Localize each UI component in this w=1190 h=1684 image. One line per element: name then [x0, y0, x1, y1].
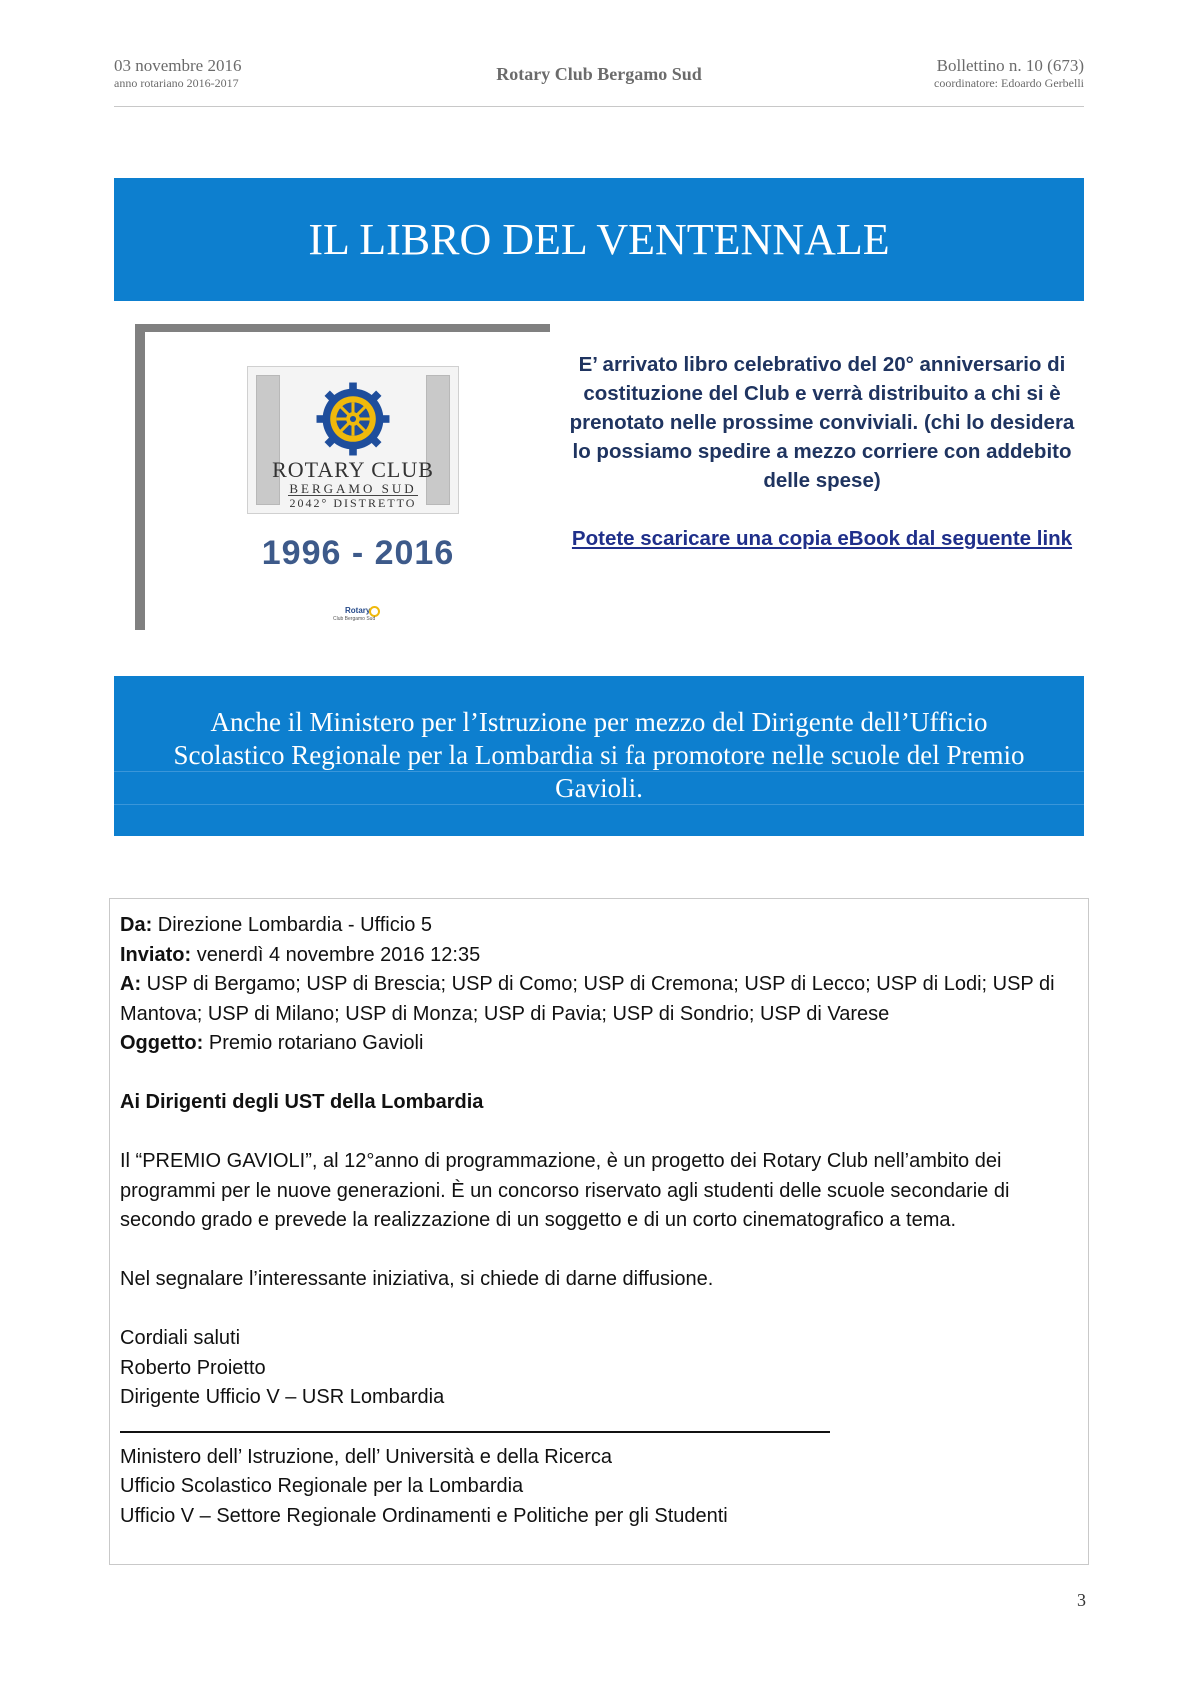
frame-side-bar: [135, 324, 145, 630]
email-sent-row: [120, 941, 1070, 971]
book-announcement: [560, 350, 1084, 553]
mini-logo-sub: Club Bergamo Sud: [333, 616, 376, 622]
page-header: [114, 54, 1084, 107]
page-number: 3: [1077, 1590, 1086, 1610]
header-bulletin: Bollettino n. 10 (673): [936, 56, 1084, 75]
announcement-text: E’ arrivato libro celebrativo del 20° anniversario di costituzione del Club e verrà distribuito a chi si è prenotato nelle prossime conviviali. (chi lo desidera lo possiamo spedire a mezzo corriere con addebito delle spese): [569, 353, 1075, 492]
mini-rotary-logo: [327, 604, 397, 628]
email-subject-label: Oggetto:: [120, 1032, 204, 1054]
email-closing: Cordiali saluti: [120, 1327, 241, 1349]
years-label: 1996 - 2016: [261, 534, 455, 572]
email-content: [120, 911, 1070, 1531]
logo-text-rotary-club: ROTARY CLUB: [272, 457, 434, 482]
email-body-1: Il “PREMIO GAVIOLI”, al 12°anno di programmazione, è un progetto dei Rotary Club nell’ambito dei programmi per le nuove generazioni. È un concorso riservato agli studenti delle scuole secondarie di secondo grado e prevede la realizzazione di un soggetto e di un corto cinematografico a tema.: [120, 1150, 1010, 1231]
book-cover-image: [135, 324, 550, 630]
email-to-row: [120, 970, 1070, 1029]
email-signer: Roberto Proietto: [120, 1356, 266, 1379]
email-from: Direzione Lombardia - Ufficio 5: [157, 914, 432, 936]
rotary-wheel-icon: [315, 381, 391, 457]
email-footer-2: Ufficio Scolastico Regionale per la Lombardia: [120, 1475, 524, 1497]
frame-top-bar: [135, 324, 550, 332]
email-box: [109, 898, 1089, 1565]
email-footer-1: Ministero dell’ Istruzione, dell’ Università e della Ricerca: [120, 1445, 613, 1468]
email-sent-label: Inviato:: [120, 943, 192, 966]
mini-logo-name: Rotary: [345, 606, 371, 615]
email-from-label: Da:: [120, 914, 153, 936]
email-greeting: Ai Dirigenti degli UST della Lombardia: [120, 1091, 484, 1113]
email-body-2: Nel segnalare l’interessante iniziativa, si chiede di darne diffusione.: [120, 1268, 714, 1290]
header-title: Rotary Club Bergamo Sud: [496, 64, 702, 84]
logo-text-bergamo-sud: BERGAMO SUD: [289, 481, 417, 496]
email-subject: Premio rotariano Gavioli: [208, 1032, 424, 1054]
logo-text-distretto: 2042° DISTRETTO: [289, 496, 417, 510]
banner-ministero: [114, 676, 1084, 836]
email-subject-row: [120, 1029, 1070, 1059]
header-date: 03 novembre 2016: [114, 56, 242, 75]
header-coordinator: coordinatore: Edoardo Gerbelli: [934, 76, 1084, 90]
email-footer-3: Ufficio V – Settore Regionale Ordinamenti e Politiche per gli Studenti: [120, 1504, 728, 1527]
signature-divider: [120, 1413, 830, 1433]
email-to: USP di Bergamo; USP di Brescia; USP di Como; USP di Cremona; USP di Lecco; USP di Lodi; USP di Mantova; USP di Milano; USP di Monza; USP di Pavia; USP di Sondrio; USP di Varese: [120, 973, 1055, 1025]
header-year: anno rotariano 2016-2017: [114, 76, 239, 90]
email-sent: venerdì 4 novembre 2016 12:35: [196, 943, 481, 966]
header-right: [934, 56, 1084, 91]
club-logo: [247, 366, 459, 514]
email-to-label: A:: [120, 973, 142, 995]
email-from-row: [120, 911, 1070, 941]
email-signer-role: Dirigente Ufficio V – USR Lombardia: [120, 1386, 445, 1408]
banner-ministero-text: Anche il Ministero per l’Istruzione per mezzo del Dirigente dell’Ufficio Scolastico Regionale per la Lombardia si fa promotore nelle scuole del Premio Gavioli.: [173, 707, 1025, 803]
banner-ventennale: IL LIBRO DEL VENTENNALE: [114, 178, 1084, 301]
ebook-download-link[interactable]: Potete scaricare una copia eBook dal seguente link: [571, 527, 1073, 550]
